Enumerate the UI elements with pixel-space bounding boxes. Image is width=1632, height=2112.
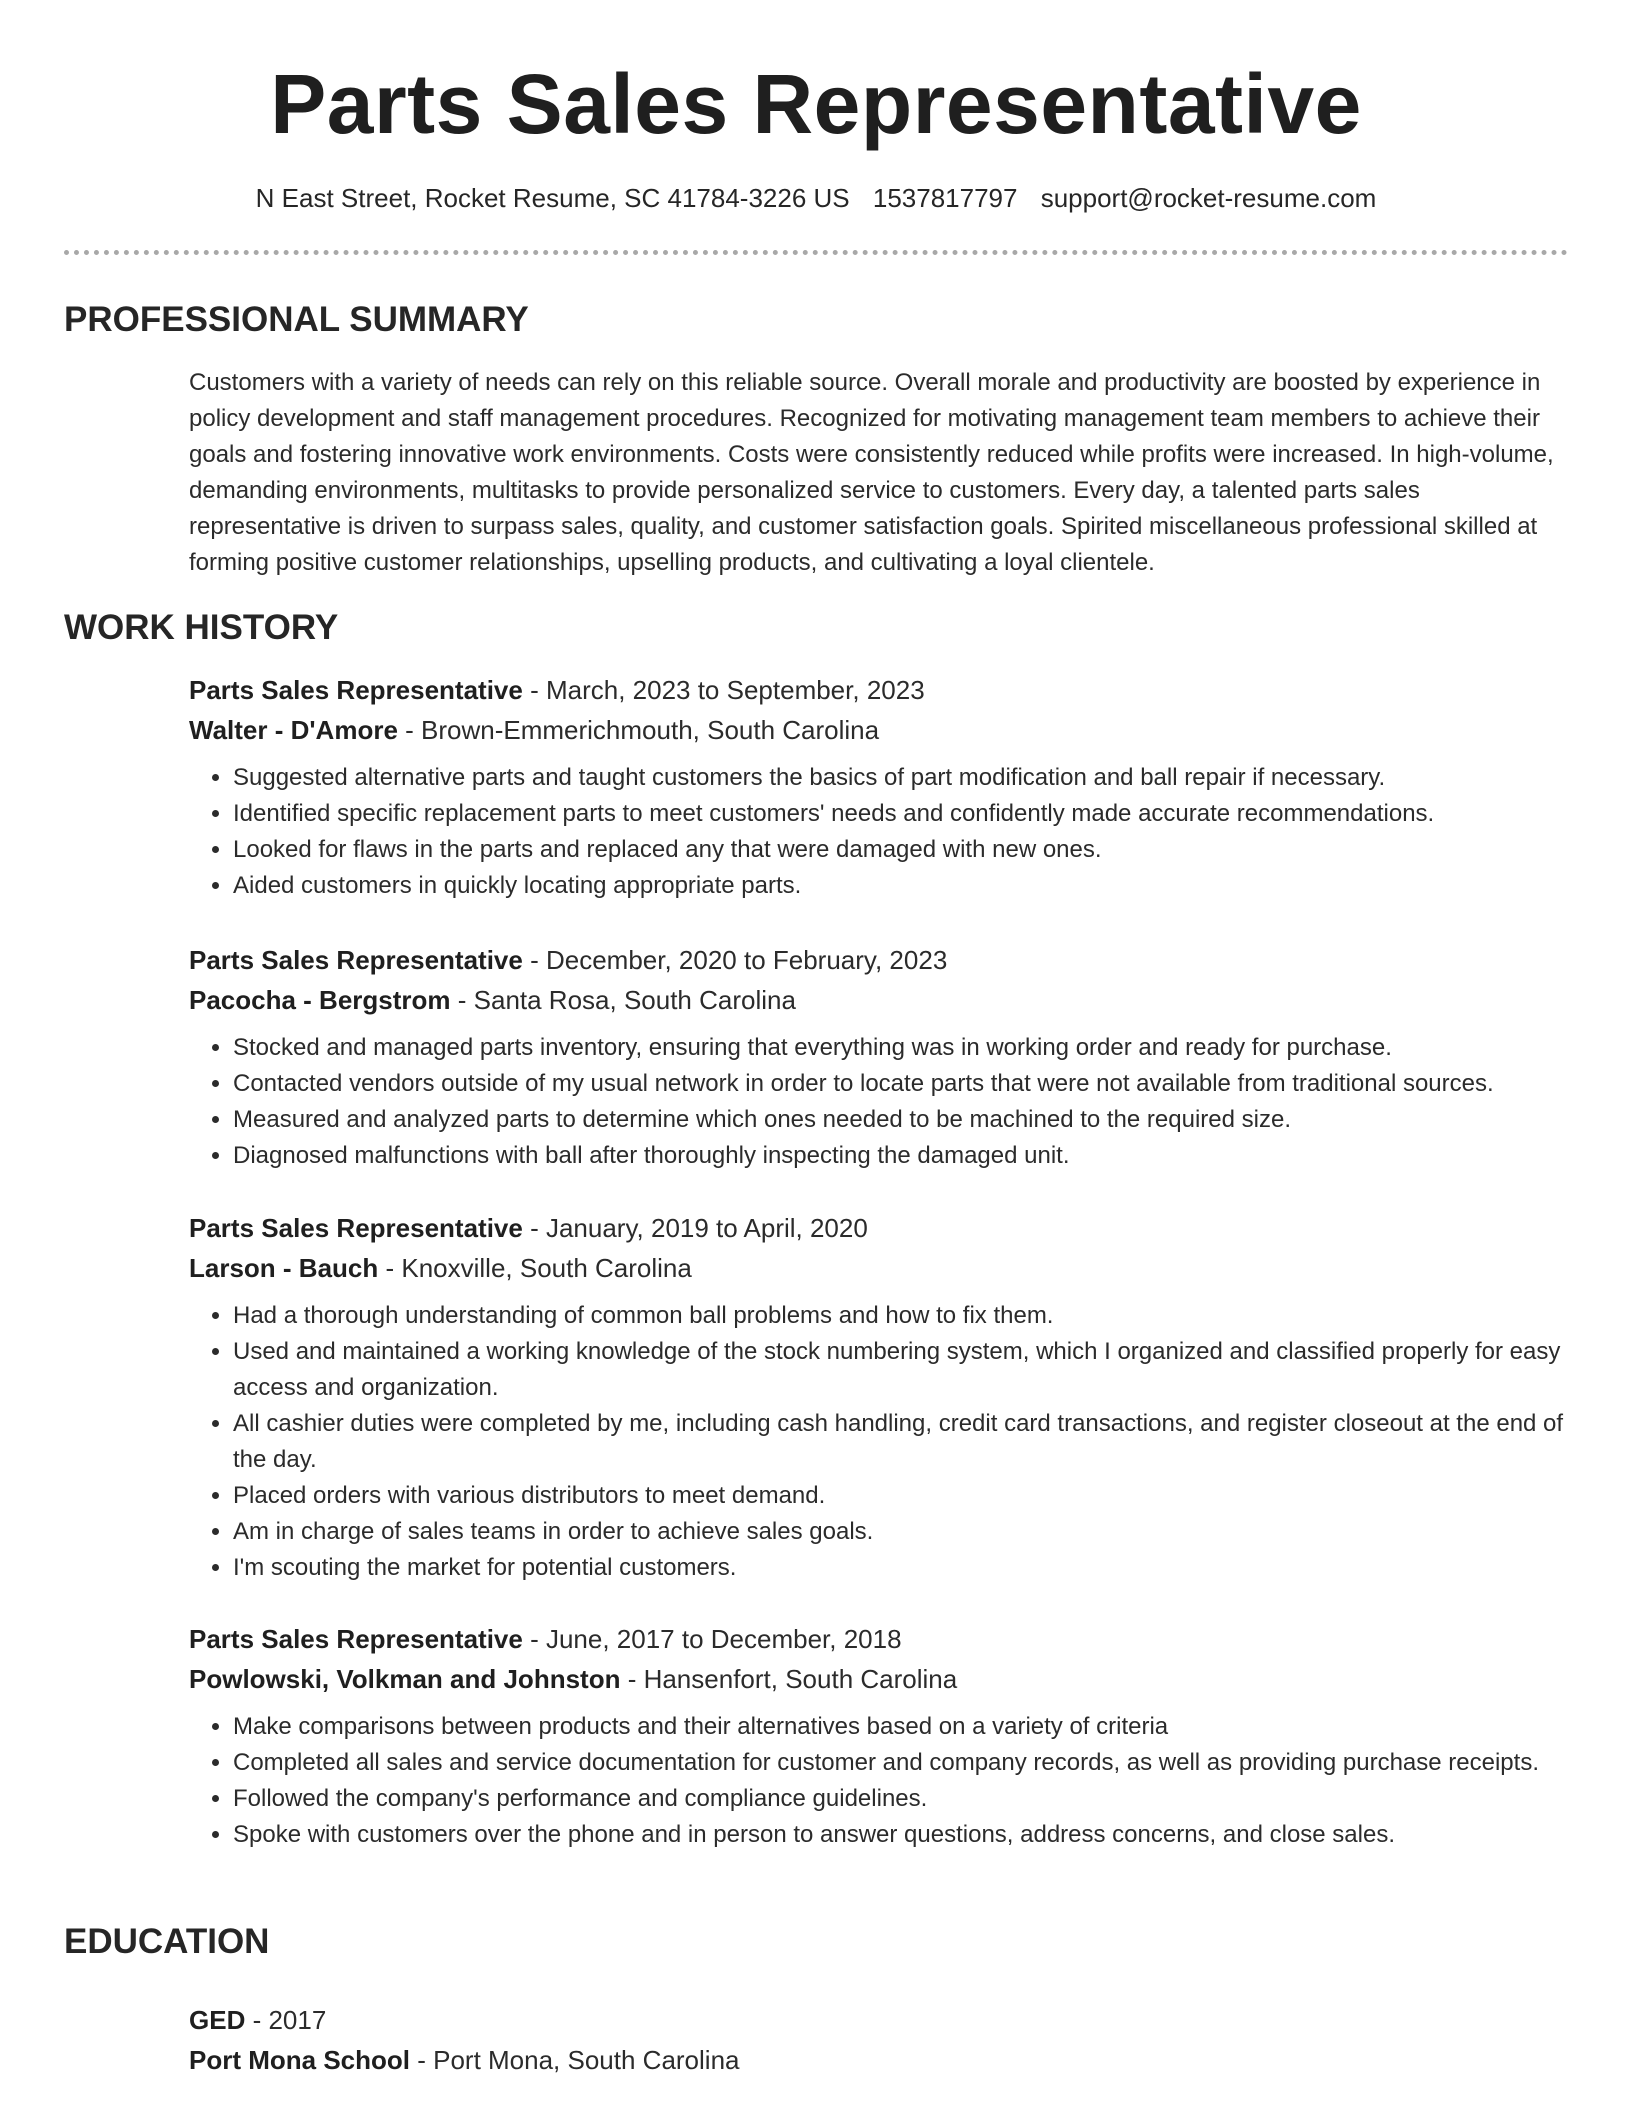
job-company-line	[189, 1659, 1569, 1699]
job-dates: - December, 2020 to February, 2023	[522, 945, 948, 975]
contact-line	[0, 178, 1632, 218]
job-company: Powlowski, Volkman and Johnston	[189, 1664, 621, 1694]
contact-address: N East Street, Rocket Resume, SC 41784-3226 US	[255, 183, 850, 213]
job-company-line	[189, 710, 1569, 750]
job-title: Parts Sales Representative	[189, 1213, 523, 1243]
job-entry	[189, 1619, 1569, 1853]
job-dates: - June, 2017 to December, 2018	[522, 1624, 902, 1654]
contact-email: support@rocket-resume.com	[1040, 183, 1377, 213]
job-company: Pacocha - Bergstrom	[189, 985, 451, 1015]
education-degree-line	[189, 2000, 1569, 2040]
education-school-line	[189, 2040, 1569, 2080]
list-item: • Had a thorough understanding of common ball problems and how to fix them.	[233, 1298, 1569, 1334]
contact-phone: 1537817797	[872, 183, 1018, 213]
job-company: Larson - Bauch	[189, 1253, 379, 1283]
job-title: Parts Sales Representative	[189, 1624, 523, 1654]
education-entry	[189, 2000, 1569, 2080]
list-item: • Contacted vendors outside of my usual network in order to locate parts that were not available from traditional sources.	[233, 1066, 1569, 1102]
job-location: - Hansenfort, South Carolina	[620, 1664, 958, 1694]
job-location: - Santa Rosa, South Carolina	[450, 985, 796, 1015]
job-duties-list	[189, 1709, 1569, 1853]
section-title-summary: PROFESSIONAL SUMMARY	[64, 300, 529, 339]
list-item: • Diagnosed malfunctions with ball after thoroughly inspecting the damaged unit.	[233, 1138, 1569, 1174]
job-duties-list	[189, 1030, 1569, 1174]
job-title-line	[189, 940, 1569, 980]
list-item: • Make comparisons between products and their alternatives based on a variety of criteria	[233, 1709, 1569, 1745]
resume-name: Parts Sales Representative	[270, 57, 1362, 151]
list-item: • Measured and analyzed parts to determine which ones needed to be machined to the required size.	[233, 1102, 1569, 1138]
job-title-line	[189, 1619, 1569, 1659]
list-item: • Suggested alternative parts and taught customers the basics of part modification and ball repair if necessary.	[233, 760, 1569, 796]
job-entry	[189, 670, 1569, 904]
job-dates: - March, 2023 to September, 2023	[522, 675, 925, 705]
education-year: - 2017	[245, 2005, 327, 2035]
job-entry	[189, 1208, 1569, 1586]
list-item: • Placed orders with various distributors to meet demand.	[233, 1478, 1569, 1514]
section-title-education: EDUCATION	[64, 1922, 270, 1961]
list-item: • I'm scouting the market for potential customers.	[233, 1550, 1569, 1586]
education-school: Port Mona School	[189, 2045, 410, 2075]
job-title: Parts Sales Representative	[189, 675, 523, 705]
list-item: • All cashier duties were completed by me, including cash handling, credit card transactions, and register closeout at the end of the day.	[233, 1406, 1569, 1478]
job-title: Parts Sales Representative	[189, 945, 523, 975]
list-item: • Spoke with customers over the phone and in person to answer questions, address concerns, and close sales.	[233, 1817, 1569, 1853]
job-entry	[189, 940, 1569, 1174]
summary-text: Customers with a variety of needs can rely on this reliable source. Overall morale and productivity are boosted by experience in policy development and staff management procedures. Recognized for motivating management team members to achieve their goals and fostering innovative work environments. Costs were consistently reduced while profits were increased. In high-volume, demanding environments, multitasks to provide personalized service to customers. Every day, a talented parts sales representative is driven to surpass sales, quality, and customer satisfaction goals. Spirited miscellaneous professional skilled at forming positive customer relationships, upselling products, and cultivating a loyal clientele.	[189, 369, 1554, 576]
list-item: • Followed the company's performance and compliance guidelines.	[233, 1781, 1569, 1817]
list-item: • Looked for flaws in the parts and replaced any that were damaged with new ones.	[233, 832, 1569, 868]
job-title-line	[189, 1208, 1569, 1248]
header-divider	[64, 250, 1568, 255]
job-duties-list	[189, 1298, 1569, 1586]
list-item: • Used and maintained a working knowledge of the stock numbering system, which I organized and classified properly for easy access and organization.	[233, 1334, 1569, 1406]
section-title-work: WORK HISTORY	[64, 608, 339, 647]
list-item: • Aided customers in quickly locating appropriate parts.	[233, 868, 1569, 904]
list-item: • Completed all sales and service documentation for customer and company records, as well as providing purchase receipts.	[233, 1745, 1569, 1781]
education-degree: GED	[189, 2005, 246, 2035]
job-company-line	[189, 980, 1569, 1020]
job-title-line	[189, 670, 1569, 710]
education-location: - Port Mona, South Carolina	[410, 2045, 740, 2075]
job-dates: - January, 2019 to April, 2020	[522, 1213, 868, 1243]
list-item: • Identified specific replacement parts to meet customers' needs and confidently made accurate recommendations.	[233, 796, 1569, 832]
list-item: • Am in charge of sales teams in order to achieve sales goals.	[233, 1514, 1569, 1550]
list-item: • Stocked and managed parts inventory, ensuring that everything was in working order and ready for purchase.	[233, 1030, 1569, 1066]
job-company-line	[189, 1248, 1569, 1288]
job-location: - Knoxville, South Carolina	[378, 1253, 692, 1283]
job-location: - Brown-Emmerichmouth, South Carolina	[397, 715, 880, 745]
job-duties-list	[189, 760, 1569, 904]
job-company: Walter - D'Amore	[189, 715, 398, 745]
